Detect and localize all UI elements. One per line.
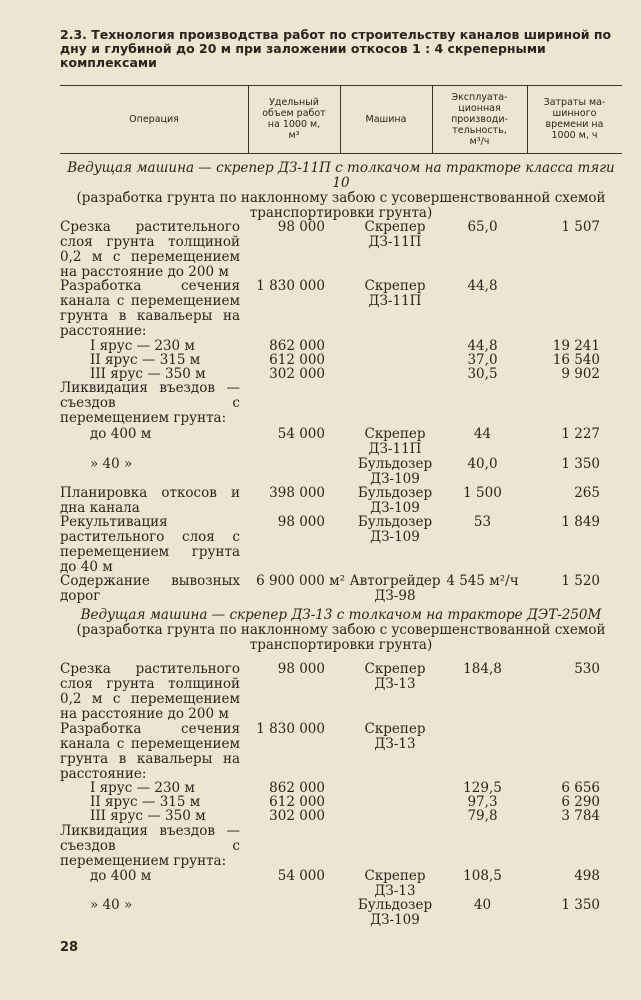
column-header-machine-time: Затраты ма- шинного времени на 1000 м, ч bbox=[543, 97, 606, 141]
productivity-cell: 108,5 bbox=[463, 868, 502, 884]
machine-time-cell: 1 227 bbox=[561, 426, 600, 442]
column-header-operation: Операция bbox=[129, 113, 179, 125]
volume-cell: 302 000 bbox=[269, 366, 325, 382]
productivity-cell: 44,8 bbox=[467, 278, 498, 294]
operation-cell: I ярус — 230 м bbox=[90, 780, 195, 796]
volume-cell: 1 830 000 bbox=[256, 721, 325, 737]
machine-cell: Скрепер ДЗ-13 bbox=[364, 721, 426, 752]
productivity-cell: 1 500 bbox=[463, 485, 502, 501]
machine-time-cell: 1 849 bbox=[561, 514, 600, 530]
volume-cell: 398 000 bbox=[269, 485, 325, 501]
machine-cell: Скрепер ДЗ-11П bbox=[364, 278, 426, 309]
machine-cell: Бульдозер ДЗ-109 bbox=[357, 514, 433, 545]
section-heading bbox=[60, 161, 622, 221]
machine-time-cell: 530 bbox=[574, 661, 600, 677]
productivity-cell: 97,3 bbox=[467, 794, 498, 810]
productivity-cell: 40,0 bbox=[467, 456, 498, 472]
machine-time-cell: 1 350 bbox=[561, 897, 600, 913]
operation-cell: III ярус — 350 м bbox=[90, 366, 206, 382]
section-heading bbox=[60, 608, 622, 653]
machine-time-cell: 6 656 bbox=[561, 780, 600, 796]
machine-time-cell: 3 784 bbox=[561, 808, 600, 824]
operation-cell: Планировка откосов и дна канала bbox=[60, 485, 240, 516]
machine-time-cell: 16 540 bbox=[552, 352, 600, 368]
machine-time-cell: 1 350 bbox=[561, 456, 600, 472]
machine-cell: Скрепер ДЗ-11П bbox=[364, 219, 426, 250]
column-header-volume: Удельный объем работ на 1000 м, м³ bbox=[262, 97, 326, 141]
productivity-cell: 44 bbox=[473, 426, 492, 442]
operation-cell: » 40 » bbox=[90, 456, 133, 472]
volume-cell: 98 000 bbox=[277, 514, 325, 530]
section-lead: Ведущая машина — скрепер ДЗ-13 с толкачом на тракторе ДЭТ-250М bbox=[80, 607, 602, 623]
volume-cell: 862 000 bbox=[269, 338, 325, 354]
machine-cell: Скрепер ДЗ-13 bbox=[364, 868, 426, 899]
operation-cell: Срезка растительного слоя грунта толщиной 0,2 м с перемещением на расстояние до 200 м bbox=[60, 219, 240, 280]
operation-cell: до 400 м bbox=[90, 426, 152, 442]
productivity-cell: 53 bbox=[473, 514, 492, 530]
volume-cell: 98 000 bbox=[277, 661, 325, 677]
productivity-cell: 4 545 м²/ч bbox=[446, 573, 519, 589]
operation-cell: Разработка сечения канала с перемещением грунта в кавальеры на расстояние: bbox=[60, 721, 240, 782]
machine-cell: Скрепер ДЗ-13 bbox=[364, 661, 426, 692]
machine-time-cell: 265 bbox=[574, 485, 600, 501]
productivity-cell: 40 bbox=[473, 897, 492, 913]
productivity-cell: 184,8 bbox=[463, 661, 502, 677]
machine-cell: Скрепер ДЗ-11П bbox=[364, 426, 426, 457]
operation-cell: II ярус — 315 м bbox=[90, 352, 201, 368]
volume-cell: 54 000 bbox=[277, 426, 325, 442]
machine-time-cell: 19 241 bbox=[552, 338, 600, 354]
productivity-cell: 129,5 bbox=[463, 780, 502, 796]
volume-cell: 302 000 bbox=[269, 808, 325, 824]
machine-time-cell: 6 290 bbox=[561, 794, 600, 810]
machine-cell: Автогрейдер ДЗ-98 bbox=[349, 573, 441, 604]
volume-cell: 862 000 bbox=[269, 780, 325, 796]
column-header-machine: Машина bbox=[365, 113, 407, 125]
volume-cell: 98 000 bbox=[277, 219, 325, 235]
machine-time-cell: 1 520 bbox=[561, 573, 600, 589]
productivity-cell: 44,8 bbox=[467, 338, 498, 354]
operation-cell: Разработка сечения канала с перемещением грунта в кавальеры на расстояние: bbox=[60, 278, 240, 339]
machine-cell: Бульдозер ДЗ-109 bbox=[357, 485, 433, 516]
operation-cell: Ликвидация въездов — съездов с перемещением грунта: bbox=[60, 380, 240, 426]
machine-time-cell: 1 507 bbox=[561, 219, 600, 235]
table-header-bottom-rule bbox=[60, 153, 622, 154]
operation-cell: до 400 м bbox=[90, 868, 152, 884]
operation-cell: » 40 » bbox=[90, 897, 133, 913]
table-caption: 2.3. Технология производства работ по строительству каналов шириной по дну и глубиной до 20 м при заложении откосов 1 : 4 скреперными комплексами bbox=[60, 27, 612, 70]
operation-cell: Рекультивация растительного слоя с перемещением грунта до 40 м bbox=[60, 514, 240, 575]
operation-cell: Содержание вывозных дорог bbox=[60, 573, 240, 604]
machine-cell: Бульдозер ДЗ-109 bbox=[357, 456, 433, 487]
operation-cell: Ликвидация въездов — съездов с перемещением грунта: bbox=[60, 823, 240, 869]
machine-cell: Бульдозер ДЗ-109 bbox=[357, 897, 433, 928]
operation-cell: III ярус — 350 м bbox=[90, 808, 206, 824]
volume-cell: 612 000 bbox=[269, 352, 325, 368]
operation-cell: II ярус — 315 м bbox=[90, 794, 201, 810]
volume-cell: 1 830 000 bbox=[256, 278, 325, 294]
page-number: 28 bbox=[60, 940, 79, 955]
volume-cell: 612 000 bbox=[269, 794, 325, 810]
section-subtitle: (разработка грунта по наклонному забою с усовершенствованной схемой транспортировки грунта) bbox=[76, 190, 606, 221]
productivity-cell: 30,5 bbox=[467, 366, 498, 382]
operation-cell: I ярус — 230 м bbox=[90, 338, 195, 354]
machine-time-cell: 9 902 bbox=[561, 366, 600, 382]
volume-cell: 6 900 000 м² bbox=[256, 573, 345, 589]
column-header-productivity: Эксплуата- ционная производи- тельность, м³/ч bbox=[451, 91, 508, 147]
productivity-cell: 65,0 bbox=[467, 219, 498, 235]
operation-cell: Срезка растительного слоя грунта толщиной 0,2 м с перемещением на расстояние до 200 м bbox=[60, 661, 240, 722]
machine-time-cell: 498 bbox=[574, 868, 600, 884]
section-lead: Ведущая машина — скрепер ДЗ-11П с толкачом на тракторе класса тяги 10 bbox=[67, 160, 615, 191]
section-subtitle: (разработка грунта по наклонному забою с усовершенствованной схемой транспортировки грунта) bbox=[76, 622, 606, 653]
volume-cell: 54 000 bbox=[277, 868, 325, 884]
productivity-cell: 37,0 bbox=[467, 352, 498, 368]
productivity-cell: 79,8 bbox=[467, 808, 498, 824]
